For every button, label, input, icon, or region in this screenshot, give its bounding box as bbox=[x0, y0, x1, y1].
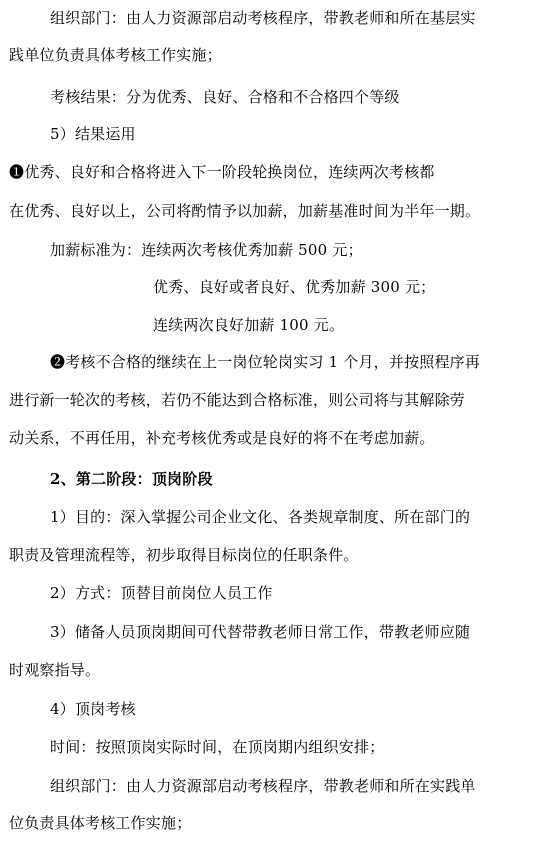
paragraph-item-1-line-1: ❶优秀、良好和合格将进入下一阶段轮换岗位，连续两次考核都 bbox=[9, 163, 435, 181]
paragraph-item-1-line-2: 在优秀、良好以上，公司将酌情予以加薪，加薪基准时间为半年一期。 bbox=[9, 202, 481, 220]
heading-post-assessment: 4）顶岗考核 bbox=[50, 700, 136, 718]
paragraph-org-dept-line-1: 组织部门：由人力资源部启动考核程序，带教老师和所在基层实 bbox=[50, 9, 476, 27]
paragraph-org-dept2-line-2: 位负责具体考核工作实施； bbox=[9, 814, 192, 832]
heading-result-usage: 5）结果运用 bbox=[50, 125, 136, 143]
paragraph-item-2-line-2: 进行新一轮次的考核，若仍不能达到合格标准，则公司将与其解除劳 bbox=[9, 391, 466, 409]
paragraph-item-2-line-1: ❷考核不合格的继续在上一岗位轮岗实习 1 个月，并按照程序再 bbox=[50, 353, 481, 371]
paragraph-raise-100: 连续两次良好加薪 100 元。 bbox=[153, 316, 345, 334]
section-heading-stage-2: 2、第二阶段：顶岗阶段 bbox=[50, 470, 213, 488]
paragraph-org-dept-line-2: 践单位负责具体考核工作实施； bbox=[9, 46, 222, 64]
paragraph-method: 2）方式：顶替目前岗位人员工作 bbox=[50, 584, 273, 602]
paragraph-reserve-line-2: 时观察指导。 bbox=[9, 661, 101, 679]
paragraph-item-2-line-3: 动关系，不再任用，补充考核优秀或是良好的将不在考虑加薪。 bbox=[9, 429, 435, 447]
paragraph-org-dept2-line-1: 组织部门：由人力资源部启动考核程序，带教老师和所在实践单 bbox=[50, 777, 476, 795]
paragraph-raise-300: 优秀、良好或者良好、优秀加薪 300 元； bbox=[153, 278, 436, 296]
paragraph-purpose-line-2: 职责及管理流程等，初步取得目标岗位的任职条件。 bbox=[9, 546, 359, 564]
paragraph-result-levels: 考核结果：分为优秀、良好、合格和不合格四个等级 bbox=[50, 88, 400, 106]
paragraph-purpose-line-1: 1）目的：深入掌握公司企业文化、各类规章制度、所在部门的 bbox=[50, 508, 471, 526]
paragraph-time: 时间：按照顶岗实际时间，在顶岗期内组织安排； bbox=[50, 738, 385, 756]
paragraph-reserve-line-1: 3）储备人员顶岗期间可代替带教老师日常工作，带教老师应随 bbox=[50, 623, 471, 641]
paragraph-raise-standard: 加薪标准为：连续两次考核优秀加薪 500 元； bbox=[50, 241, 363, 259]
